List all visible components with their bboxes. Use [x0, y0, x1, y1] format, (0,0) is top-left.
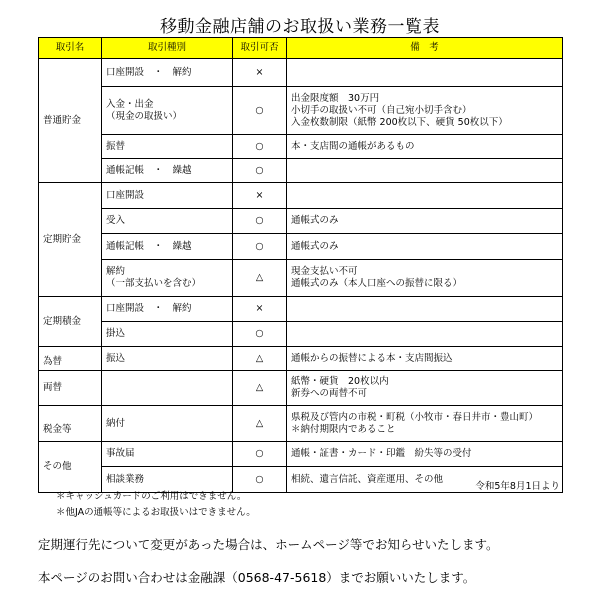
table-row	[39, 322, 563, 347]
remarks	[287, 260, 563, 297]
remarks-line: 県税及び管内の市税・町税（小牧市・春日井市・豊山町）	[291, 411, 539, 423]
availability-mark: ○	[233, 209, 287, 234]
table-row	[39, 87, 563, 135]
remarks	[287, 371, 563, 406]
table-row	[39, 442, 563, 467]
table-row	[39, 159, 563, 183]
type-line: （現金の取扱い）	[106, 110, 183, 122]
transaction-type: 受入	[102, 209, 233, 234]
group-label: 両替	[39, 371, 102, 406]
transaction-type: 口座開設 ・ 解約	[102, 59, 233, 87]
notice-contact: 本ページのお問い合わせは金融課（0568-47-5618）までお願いいたします。	[38, 570, 476, 585]
transaction-type: 納付	[102, 406, 233, 442]
availability-mark: △	[233, 347, 287, 371]
transaction-type: 事故届	[102, 442, 233, 467]
table-row	[39, 135, 563, 159]
effective-date: 令和5年8月1日より	[475, 481, 560, 492]
availability-mark: △	[233, 406, 287, 442]
remarks: 相続、遺言信託、資産運用、その他	[287, 467, 563, 493]
table-row	[39, 406, 563, 442]
availability-mark: ×	[233, 183, 287, 209]
footnote-other-ja: ＊他JAの通帳等によるお取扱いはできません。	[56, 507, 256, 518]
table-row	[39, 59, 563, 87]
table-row	[39, 209, 563, 234]
table-row	[39, 260, 563, 297]
transaction-type: 相談業務	[102, 467, 233, 493]
remarks: 通帳式のみ	[287, 234, 563, 260]
type-line: （一部支払いを含む）	[106, 278, 202, 289]
group-label: 為替	[39, 347, 102, 371]
transaction-type: 掛込	[102, 322, 233, 347]
header-availability: 取引可否	[233, 38, 287, 59]
availability-mark: ○	[233, 467, 287, 493]
table-row	[39, 347, 563, 371]
group-label: 定期積金	[39, 297, 102, 347]
transaction-type: 振込	[102, 347, 233, 371]
transaction-type	[102, 260, 233, 297]
table-row	[39, 183, 563, 209]
transaction-type: 口座開設	[102, 183, 233, 209]
type-line: 入金・出金	[106, 98, 154, 110]
availability-mark: ×	[233, 59, 287, 87]
header-transaction-name: 取引名	[39, 38, 102, 59]
remarks	[287, 297, 563, 322]
remarks: 通帳式のみ	[287, 209, 563, 234]
remarks-line: 小切手の取扱い不可（自己宛小切手含む）	[291, 104, 472, 116]
group-label: 税金等	[39, 406, 102, 442]
availability-mark: ○	[233, 442, 287, 467]
availability-mark: ○	[233, 135, 287, 159]
header-remarks: 備 考	[287, 38, 563, 59]
group-label: 定期貯金	[39, 183, 102, 297]
remarks: 通帳・証書・カード・印鑑 紛失等の受付	[287, 442, 563, 467]
notice-schedule-change: 定期運行先について変更があった場合は、ホームページ等でお知らせいたします。	[38, 537, 499, 552]
remarks-line: 通帳式のみ（本人口座への振替に限る）	[291, 278, 463, 289]
remarks-line: 紙幣・硬貨 20枚以内	[291, 376, 389, 387]
availability-mark: ○	[233, 159, 287, 183]
availability-mark: ×	[233, 297, 287, 322]
remarks	[287, 183, 563, 209]
services-table	[38, 37, 563, 493]
remarks-line: 現金支払い不可	[291, 266, 358, 277]
page-title: 移動金融店舗のお取扱い業務一覧表	[160, 17, 440, 37]
availability-mark: △	[233, 260, 287, 297]
header-transaction-type: 取引種別	[102, 38, 233, 59]
availability-mark: ○	[233, 234, 287, 260]
transaction-type	[102, 87, 233, 135]
availability-mark: ○	[233, 322, 287, 347]
transaction-type: 通帳記帳 ・ 繰越	[102, 159, 233, 183]
header-row	[39, 38, 563, 59]
availability-mark: △	[233, 371, 287, 406]
transaction-type: 振替	[102, 135, 233, 159]
table-row	[39, 234, 563, 260]
remarks-line: 出金限度額 30万円	[291, 92, 380, 104]
remarks	[287, 322, 563, 347]
remarks	[287, 59, 563, 87]
remarks-line: 入金枚数制限（紙幣 200枚以下、硬貨 50枚以下）	[291, 116, 508, 128]
availability-mark: ○	[233, 87, 287, 135]
table-row	[39, 297, 563, 322]
remarks: 通帳からの振替による本・支店間振込	[287, 347, 563, 371]
transaction-type: 口座開設 ・ 解約	[102, 297, 233, 322]
remarks	[287, 406, 563, 442]
remarks-line: ＊納付期限内であること	[291, 423, 396, 435]
remarks-line: 新券への両替不可	[291, 388, 368, 399]
remarks: 本・支店間の通帳があるもの	[287, 135, 563, 159]
group-label: 普通貯金	[39, 59, 102, 183]
type-line: 解約	[106, 266, 126, 277]
transaction-type	[102, 371, 233, 406]
table-row	[39, 371, 563, 406]
transaction-type: 通帳記帳 ・ 繰越	[102, 234, 233, 260]
group-label: その他	[39, 442, 102, 493]
remarks	[287, 159, 563, 183]
footnote-cash-card: ＊キャッシュカードのご利用はできません。	[56, 491, 247, 502]
remarks	[287, 87, 563, 135]
